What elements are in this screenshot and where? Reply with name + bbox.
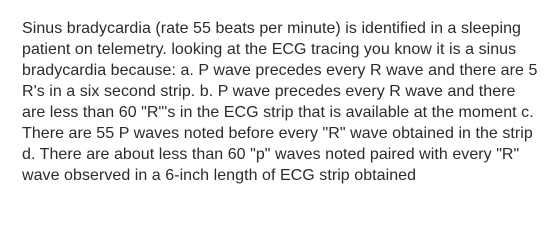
question-text: Sinus bradycardia (rate 55 beats per minute) is identified in a sleeping patient on telemetry. looking at the ECG tracing you know it is a sinus bradycardia because: a. P wave precedes every R wave and there are 5 R's in a six second strip. b. P wave precedes every R wave and there are less than 60 "R"'s in the ECG strip that is available at the moment c. There are 55 P waves noted before every "R" wave obtained in the strip d. There are about less than 60 "p" waves noted paired with every "R" wave observed in a 6-inch length of ECG strip obtained [22, 20, 538, 184]
